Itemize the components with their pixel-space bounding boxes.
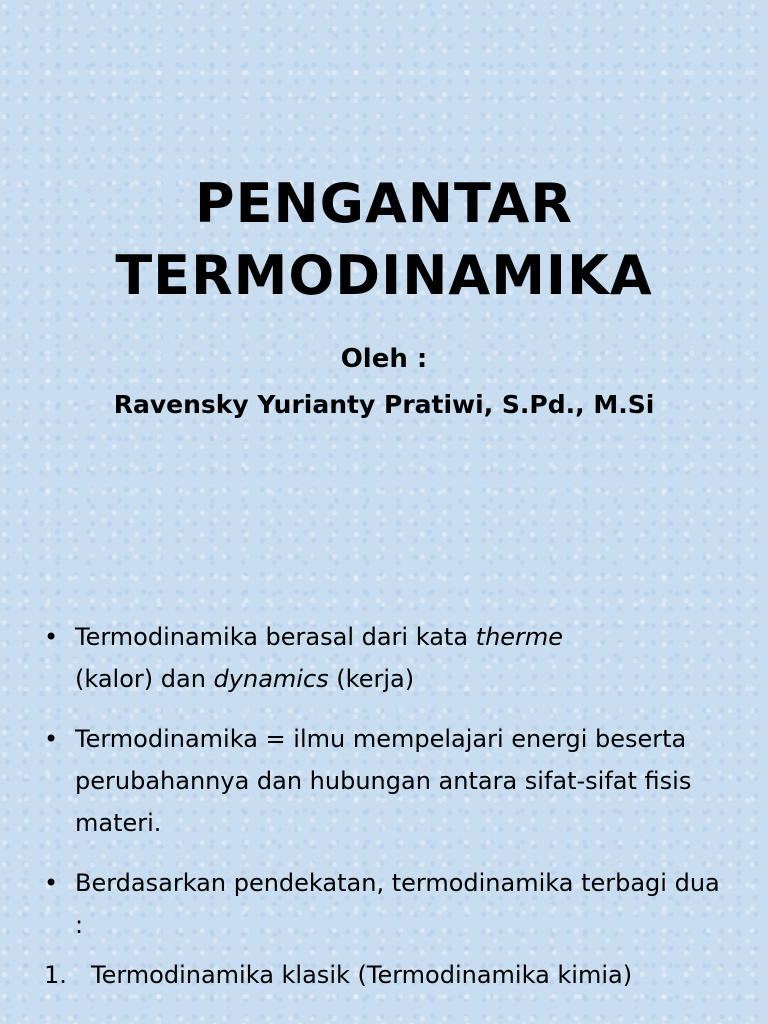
bullet-list (44, 616, 724, 1014)
author-name: Ravensky Yurianty Pratiwi, S.Pd., M.Si (113, 390, 655, 419)
content-slide (0, 512, 768, 1024)
author-block (0, 337, 768, 427)
title-line-2: TERMODINAMIKA (115, 244, 653, 307)
bullet-text: (kerja) (328, 665, 415, 693)
bullet-text: (kalor) dan (75, 665, 214, 693)
bullet-term-therme: therme (475, 623, 564, 651)
item-number: 1. (44, 961, 67, 989)
bullet-item-classification (44, 862, 724, 996)
numbered-item (44, 954, 724, 996)
item-text: Termodinamika klasik (Termodinamika kimia) (91, 961, 633, 989)
numbered-list (44, 954, 724, 996)
bullet-term-dynamics: dynamics (213, 665, 329, 693)
bullet-text: Termodinamika = ilmu mempelajari energi beserta perubahannya dan hubungan antara sifat-sifat fisis materi. (75, 725, 692, 837)
author-prefix: Oleh : (340, 344, 428, 374)
bullet-item-definition (44, 718, 724, 844)
slide-title (0, 168, 768, 312)
bullet-text: Berdasarkan pendekatan, termodinamika terbagi dua : (75, 869, 720, 939)
title-line-1: PENGANTAR (195, 172, 573, 235)
bullet-item-etymology (44, 616, 724, 700)
bullet-text: Termodinamika berasal dari kata (75, 623, 476, 651)
